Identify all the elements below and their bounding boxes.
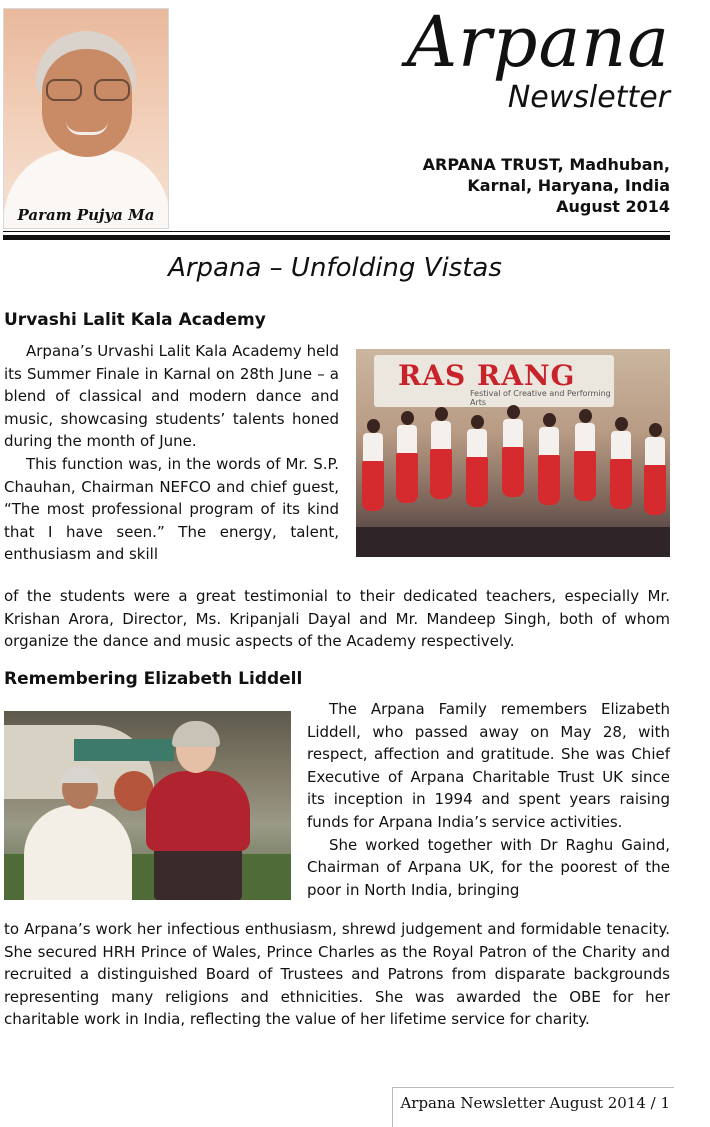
- article-urvashi-paragraph-2: This function was, in the words of Mr. S.P. Chauhan, Chairman NEFCO and chief guest, “The most professional program of its kind that I have seen.” The energy, talent, enthusiasm and skill: [4, 454, 339, 564]
- section-title: Arpana – Unfolding Vistas: [168, 253, 502, 283]
- stage-banner: [374, 355, 614, 407]
- article-liddell-paragraph-2: She worked together with Dr Raghu Gaind, Chairman of Arpana UK, for the poorest of the poor in North India, bringing: [307, 835, 670, 899]
- article-heading-urvashi: Urvashi Lalit Kala Academy: [4, 310, 266, 330]
- dancer-figure: [574, 409, 596, 505]
- publisher-line-1: ARPANA TRUST, Madhuban,: [422, 155, 670, 174]
- newsletter-subtitle: Newsletter: [507, 80, 670, 115]
- article-urvashi-column: [4, 340, 339, 566]
- stage-banner-text: RAS RANG: [398, 359, 576, 392]
- portrait-glasses: [46, 79, 130, 103]
- liddell-photo: [4, 711, 291, 900]
- dancer-figure: [430, 407, 452, 503]
- header-rule-thick: [3, 235, 670, 240]
- dancer-figure: [396, 411, 418, 507]
- masthead: [407, 0, 670, 116]
- dancer-figure: [644, 423, 666, 519]
- header-rule-thin: [3, 231, 670, 232]
- stage-floor: [356, 527, 670, 557]
- photo-person-liddell: [142, 725, 254, 900]
- page-footer: Arpana Newsletter August 2014 / 1: [392, 1087, 674, 1127]
- photo-person-elder: [24, 769, 132, 900]
- dancer-figure: [362, 419, 384, 515]
- article-liddell-paragraph-3: to Arpana’s work her infectious enthusiasm, shrewd judgement and formidable tenacity. She secured HRH Prince of Wales, Prince Charles as the Royal Patron of the Charity and recruited a distinguished Board of Trustees and Patrons from disparate backgrounds representing many religions and ethnicities. She was awarded the OBE for her charitable work in India, reflecting the value of her lifetime service for charity.: [4, 920, 670, 1029]
- portrait-caption: Param Pujya Ma: [17, 206, 155, 224]
- dancer-figure: [538, 413, 560, 509]
- dancer-figure: [466, 415, 488, 511]
- newsletter-title: Arpana: [406, 1, 670, 83]
- portrait-face: [42, 49, 132, 157]
- article-heading-liddell: Remembering Elizabeth Liddell: [4, 669, 303, 689]
- article-urvashi-paragraph-1: Arpana’s Urvashi Lalit Kala Academy held its Summer Finale in Karnal on 28th June – a blend of classical and modern dance and music, showcasing students’ talents honed during the month of June.: [4, 342, 339, 451]
- portrait-photo: [3, 8, 169, 229]
- issue-date: August 2014: [556, 197, 670, 216]
- article-urvashi-paragraph-3: of the students were a great testimonial to their dedicated teachers, especially Mr. Krishan Arora, Director, Ms. Kripanjali Dayal and Mr. Mandeep Singh, both of whom organize the dance and music aspects of the Academy respectively.: [4, 587, 670, 651]
- publisher-line-2: Karnal, Haryana, India: [467, 176, 670, 195]
- dancer-figure: [502, 405, 524, 501]
- article-liddell-paragraph-1: The Arpana Family remembers Elizabeth Liddell, who passed away on May 28, with respect, affection and gratitude. She was Chief Executive of Arpana Charitable Trust UK since its inception in 1994 and spent years raising funds for Arpana India’s service activities.: [307, 700, 670, 831]
- publisher-block: [423, 154, 670, 217]
- stage-banner-subtext: Festival of Creative and Performing Arts: [470, 389, 611, 407]
- dance-performance-photo: [356, 349, 670, 557]
- article-liddell-column: [307, 698, 670, 901]
- dancer-figure: [610, 417, 632, 513]
